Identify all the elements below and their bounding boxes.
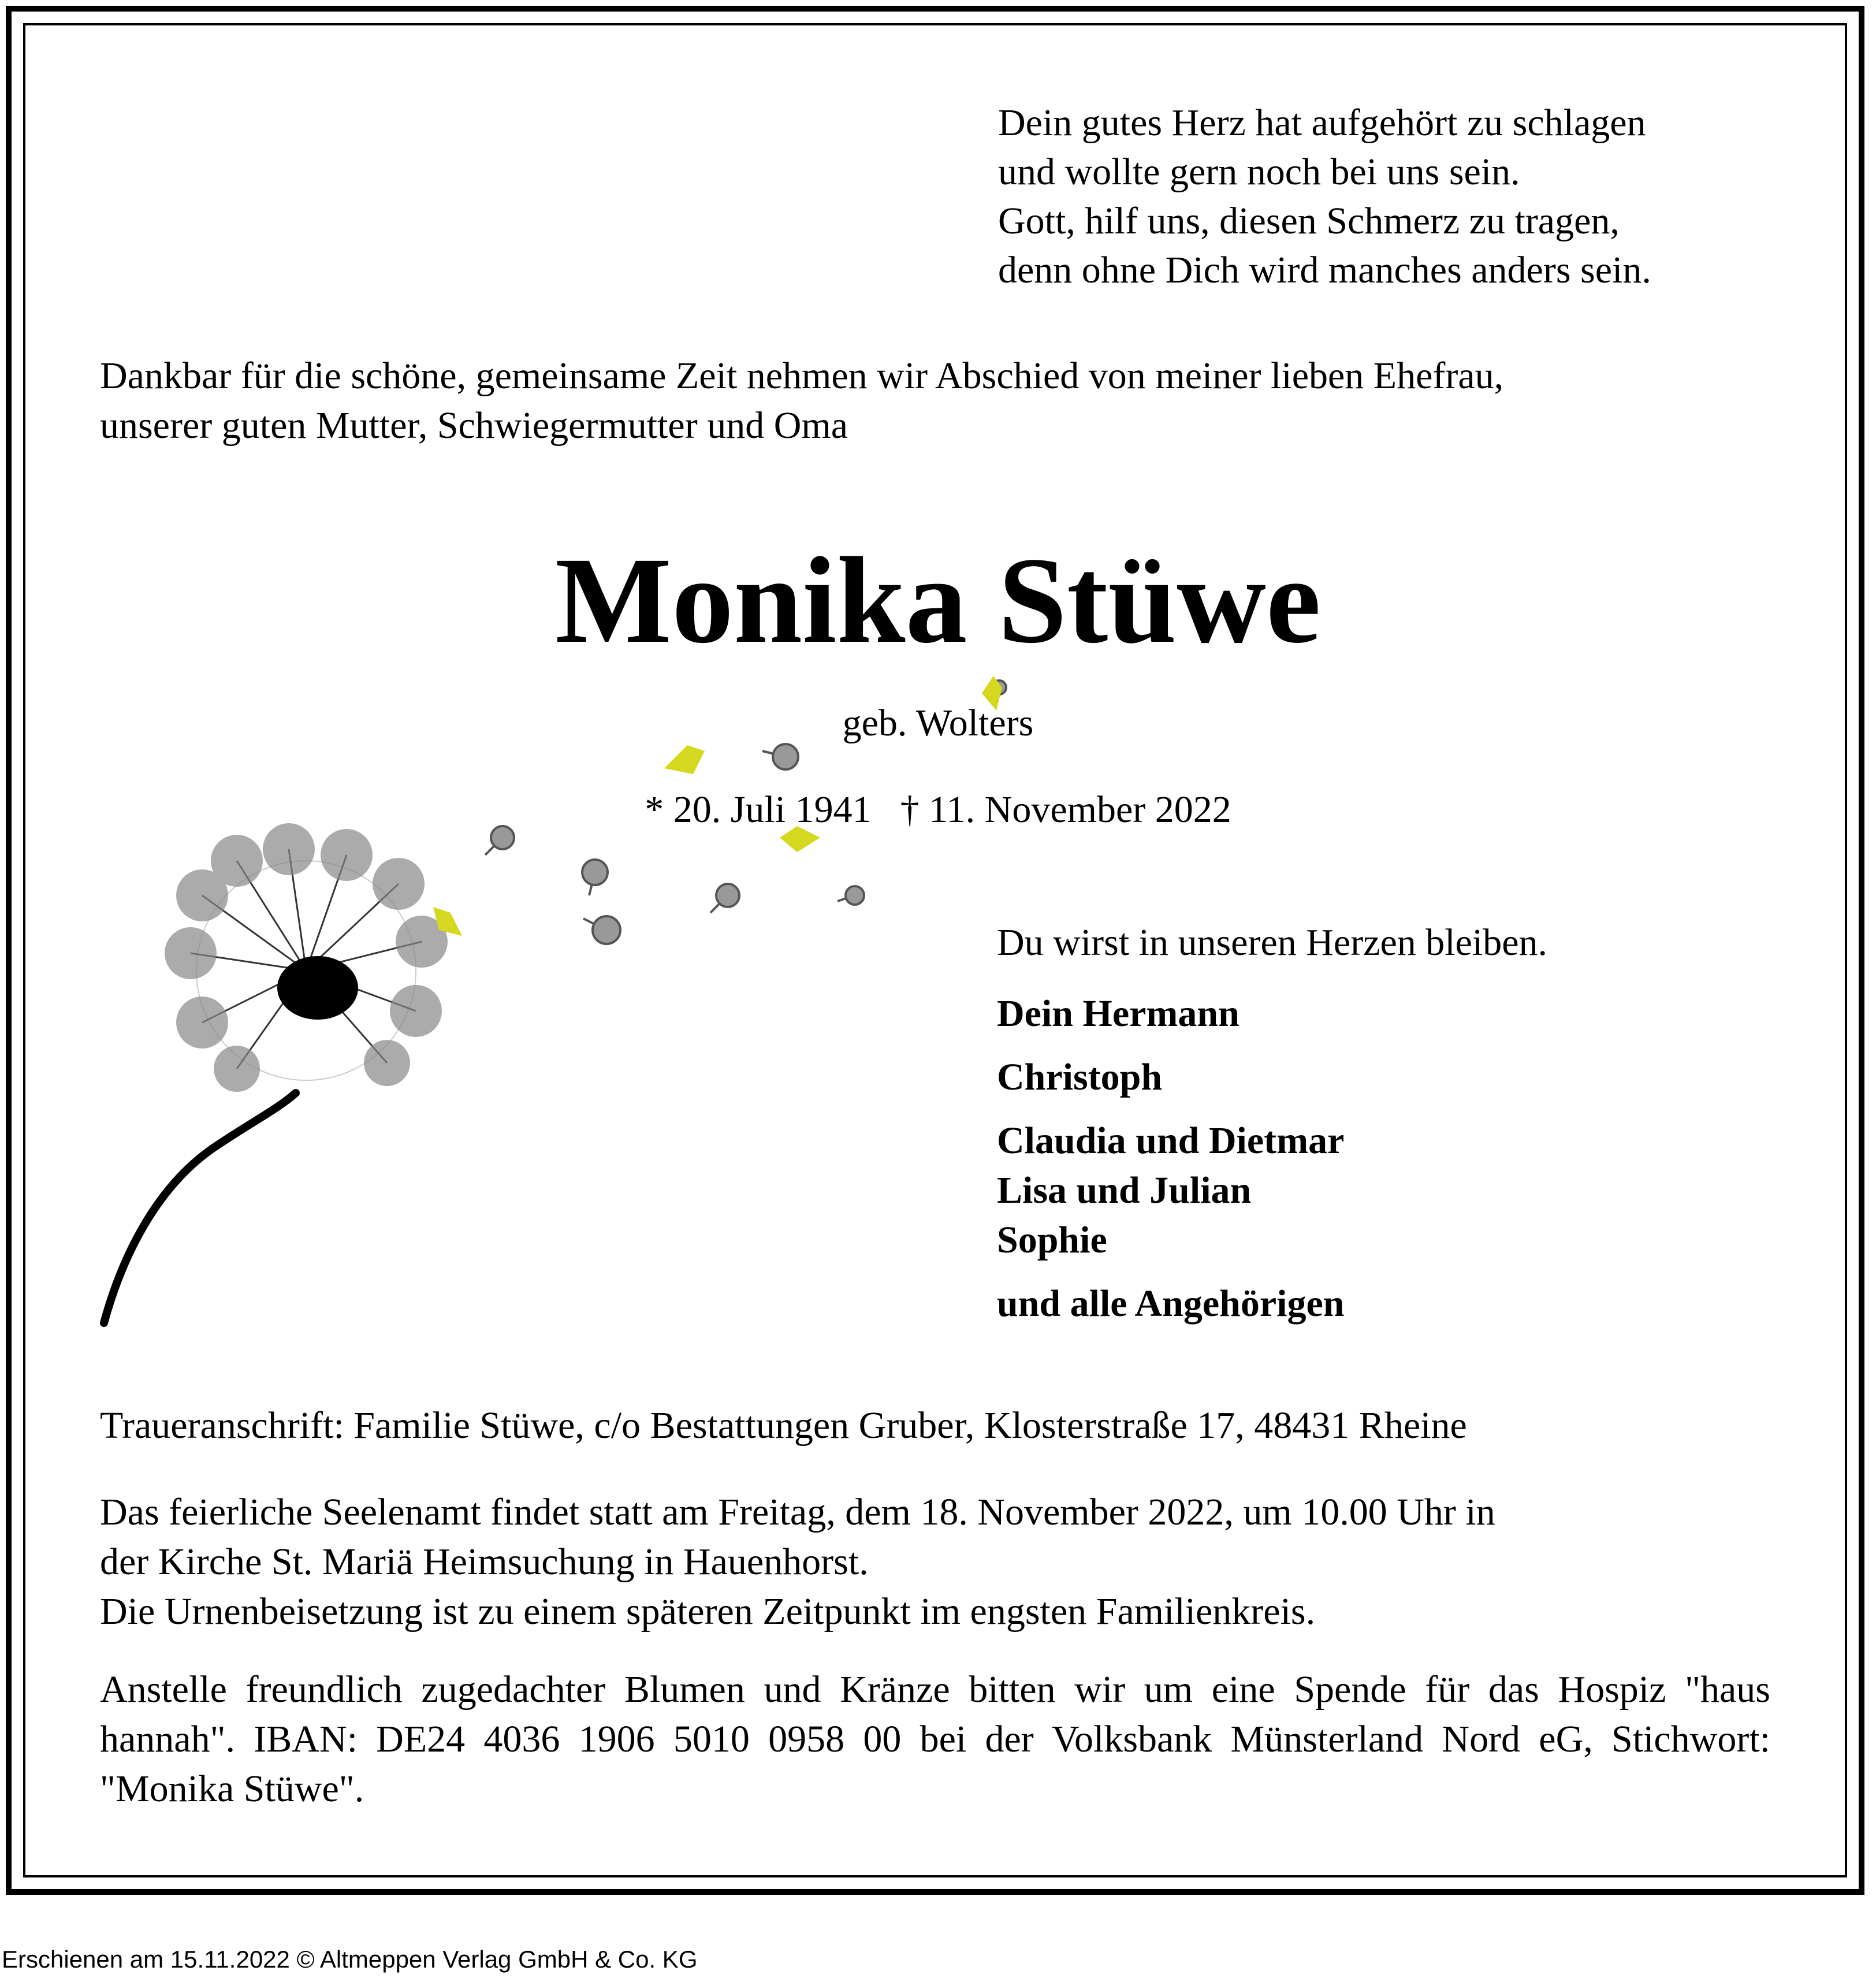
death-date: † 11. November 2022 bbox=[900, 789, 1231, 831]
maiden-name: geb. Wolters bbox=[842, 702, 1034, 744]
poem-line: Gott, hilf uns, diesen Schmerz zu tragen, bbox=[998, 200, 1620, 242]
publication-footer: Erschienen am 15.11.2022 © Altmeppen Verlag GmbH & Co. KG bbox=[2, 1946, 698, 1973]
mourning-address: Traueranschrift: Familie Stüwe, c/o Bestattungen Gruber, Klosterstraße 17, 48431 Rheine bbox=[100, 1404, 1467, 1447]
intro-line: Dankbar für die schöne, gemeinsame Zeit nehmen wir Abschied von meiner lieben Ehefrau, bbox=[100, 355, 1504, 397]
intro-text bbox=[100, 351, 1503, 451]
mourner-name: Christoph bbox=[997, 1056, 1163, 1098]
birth-date: * 20. Juli 1941 bbox=[645, 789, 872, 831]
service-line: der Kirche St. Mariä Heimsuchung in Hauenhorst. bbox=[100, 1541, 869, 1583]
mourner-name: Claudia und Dietmar bbox=[997, 1120, 1345, 1162]
dandelion-stem bbox=[104, 1093, 296, 1323]
dandelion-illustration bbox=[87, 664, 1097, 1329]
poem-line: Dein gutes Herz hat aufgehört zu schlagen bbox=[998, 102, 1646, 144]
mourner-name: Dein Hermann bbox=[997, 992, 1240, 1035]
poem bbox=[998, 98, 1651, 295]
poem-line: denn ohne Dich wird manches anders sein. bbox=[998, 249, 1651, 291]
mourner-name: und alle Angehörigen bbox=[997, 1282, 1345, 1325]
dandelion-head bbox=[165, 823, 448, 1092]
service-info bbox=[100, 1488, 1495, 1637]
donation-info: Anstelle freundlich zugedachter Blumen und Kränze bitten wir um eine Spende für das Hospiz "haus hannah". IBAN: DE24 4036 1906 5010 0958 00 bei der Volksbank Münsterland Nord eG, Stichwort: "Monika Stüwe". bbox=[100, 1668, 1770, 1810]
deceased-name: Monika Stüwe bbox=[555, 532, 1321, 669]
service-line: Das feierliche Seelenamt findet statt am Freitag, dem 18. November 2022, um 10.00 Uhr in bbox=[100, 1491, 1495, 1533]
mourner-name: Sophie bbox=[997, 1219, 1107, 1261]
poem-line: und wollte gern noch bei uns sein. bbox=[998, 151, 1520, 193]
intro-line: unserer guten Mutter, Schwiegermutter und Oma bbox=[100, 404, 848, 447]
farewell-text: Du wirst in unseren Herzen bleiben. bbox=[997, 921, 1548, 964]
service-line: Die Urnenbeisetzung ist zu einem späteren Zeitpunkt im engsten Familienkreis. bbox=[100, 1590, 1316, 1633]
mourner-name: Lisa und Julian bbox=[997, 1169, 1252, 1211]
life-dates bbox=[0, 787, 1876, 833]
